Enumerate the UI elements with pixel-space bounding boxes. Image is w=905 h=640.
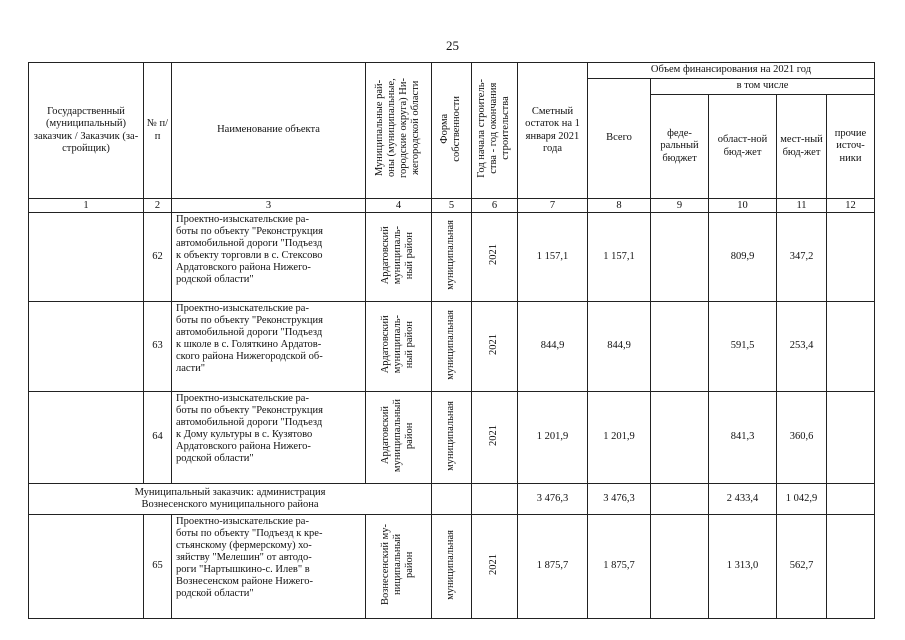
other-value: [827, 515, 875, 619]
column-index: 10: [709, 199, 777, 213]
header-customer: Государственный (муниципальный) заказчик / Заказчик (за-стройщик): [29, 63, 144, 199]
year-cell: [472, 392, 518, 484]
ownership-cell: [432, 515, 472, 619]
estimate-value: 844,9: [518, 302, 588, 392]
column-index: 7: [518, 199, 588, 213]
federal-value: [651, 213, 709, 302]
group-ownership-cell: [432, 484, 472, 515]
year-text: 2021: [488, 553, 500, 575]
regional-value: 809,9: [709, 213, 777, 302]
object-name: Проектно-изыскательские ра- боты по объекту "Реконструкция автомобильной дороги "Подъезд к объекту торговли в с. Стексово Ардатовского района Нижего- родской области": [172, 213, 366, 302]
local-value: 347,2: [777, 213, 827, 302]
year-text: 2021: [488, 424, 500, 446]
row-number: 62: [144, 213, 172, 302]
customer-cell: [29, 392, 144, 484]
row-number: 65: [144, 515, 172, 619]
federal-value: [651, 515, 709, 619]
object-name: Проектно-изыскательские ра- боты по объекту "Подъезд к кре- стьянскому (фермерскому) хо- зяйству "Мелешин" от автодо- роги "Нартышкино-с. Илев" в Вознесенском районе Нижего- родской области": [172, 515, 366, 619]
page-number: 25: [446, 38, 459, 53]
group-other-value: [827, 484, 875, 515]
header-federal: феде-ральный бюджет: [651, 95, 709, 199]
header-including: в том числе: [651, 79, 875, 95]
header-districts: [366, 63, 432, 199]
other-value: [827, 392, 875, 484]
ownership-cell: [432, 213, 472, 302]
estimate-value: 1 157,1: [518, 213, 588, 302]
ownership-text: муниципальная: [445, 220, 457, 290]
header-number: № п/п: [144, 63, 172, 199]
header-funding-2021: Объем финансирования на 2021 год: [588, 63, 875, 79]
group-federal-value: [651, 484, 709, 515]
district-cell: [366, 515, 432, 619]
total-value: 1 875,7: [588, 515, 651, 619]
year-text: 2021: [488, 333, 500, 355]
year-text: 2021: [488, 244, 500, 266]
other-value: [827, 213, 875, 302]
group-summary-row: [29, 484, 875, 515]
estimate-value: 1 875,7: [518, 515, 588, 619]
column-index: 5: [432, 199, 472, 213]
header-estimate: Сметный остаток на 1 января 2021 года: [518, 63, 588, 199]
column-index: 1: [29, 199, 144, 213]
header-row-1: [29, 63, 875, 79]
group-local-value: 1 042,9: [777, 484, 827, 515]
federal-value: [651, 302, 709, 392]
header-other: прочие источ-ники: [827, 95, 875, 199]
header-regional: област-ной бюд-жет: [709, 95, 777, 199]
column-index: 12: [827, 199, 875, 213]
column-index: 8: [588, 199, 651, 213]
column-index: 2: [144, 199, 172, 213]
header-years-text: Год начала строитель- ства - год окончания строительства: [476, 79, 512, 178]
ownership-text: муниципальная: [445, 529, 457, 600]
group-total-value: 3 476,3: [588, 484, 651, 515]
header-local: мест-ный бюд-жет: [777, 95, 827, 199]
table-row: [29, 515, 875, 619]
group-customer-name: Муниципальный заказчик: администрация Вознесенского муниципального района: [29, 484, 432, 515]
group-estimate-value: 3 476,3: [518, 484, 588, 515]
column-index: 6: [472, 199, 518, 213]
header-ownership-text: Форма собственности: [439, 95, 463, 162]
regional-value: 1 313,0: [709, 515, 777, 619]
federal-value: [651, 392, 709, 484]
district-text: Ардатовский муниципальный район: [380, 398, 416, 472]
header-total: Всего: [588, 79, 651, 199]
table-row: [29, 213, 875, 302]
estimate-value: 1 201,9: [518, 392, 588, 484]
group-year-cell: [472, 484, 518, 515]
object-name: Проектно-изыскательские ра- боты по объекту "Реконструкция автомобильной дороги "Подъезд к Дому культуры в с. Кузятово Ардатовского района Нижего- родской области": [172, 392, 366, 484]
district-cell: [366, 392, 432, 484]
year-cell: [472, 213, 518, 302]
column-index: 11: [777, 199, 827, 213]
other-value: [827, 302, 875, 392]
customer-cell: [29, 213, 144, 302]
regional-value: 841,3: [709, 392, 777, 484]
district-cell: [366, 302, 432, 392]
column-index-row: [29, 199, 875, 213]
column-index: 9: [651, 199, 709, 213]
ownership-cell: [432, 392, 472, 484]
year-cell: [472, 302, 518, 392]
regional-value: 591,5: [709, 302, 777, 392]
district-text: Вознесенский му- ниципальный район: [380, 523, 416, 605]
year-cell: [472, 515, 518, 619]
header-object-name: Наименование объекта: [172, 63, 366, 199]
header-years: [472, 63, 518, 199]
column-index: 4: [366, 199, 432, 213]
financing-table: [28, 62, 875, 619]
table-row: [29, 392, 875, 484]
row-number: 63: [144, 302, 172, 392]
group-regional-value: 2 433,4: [709, 484, 777, 515]
district-text: Ардатовский муниципаль- ный район: [380, 225, 416, 285]
table-row: [29, 302, 875, 392]
total-value: 844,9: [588, 302, 651, 392]
ownership-text: муниципальная: [445, 309, 457, 380]
district-text: Ардатовский муниципаль- ный район: [380, 315, 416, 374]
district-cell: [366, 213, 432, 302]
row-number: 64: [144, 392, 172, 484]
total-value: 1 201,9: [588, 392, 651, 484]
local-value: 562,7: [777, 515, 827, 619]
header-districts-text: Муниципальные рай- оны (муниципальные, городские округа) Ни- жегородской области: [374, 78, 422, 179]
total-value: 1 157,1: [588, 213, 651, 302]
customer-cell: [29, 302, 144, 392]
local-value: 253,4: [777, 302, 827, 392]
customer-cell: [29, 515, 144, 619]
ownership-text: муниципальная: [445, 400, 457, 471]
ownership-cell: [432, 302, 472, 392]
object-name: Проектно-изыскательские ра- боты по объекту "Реконструкция автомобильной дороги "Подъезд к школе в с. Голяткино Ардатов- ского района Нижегородской об- ласти": [172, 302, 366, 392]
column-index: 3: [172, 199, 366, 213]
header-ownership: [432, 63, 472, 199]
local-value: 360,6: [777, 392, 827, 484]
